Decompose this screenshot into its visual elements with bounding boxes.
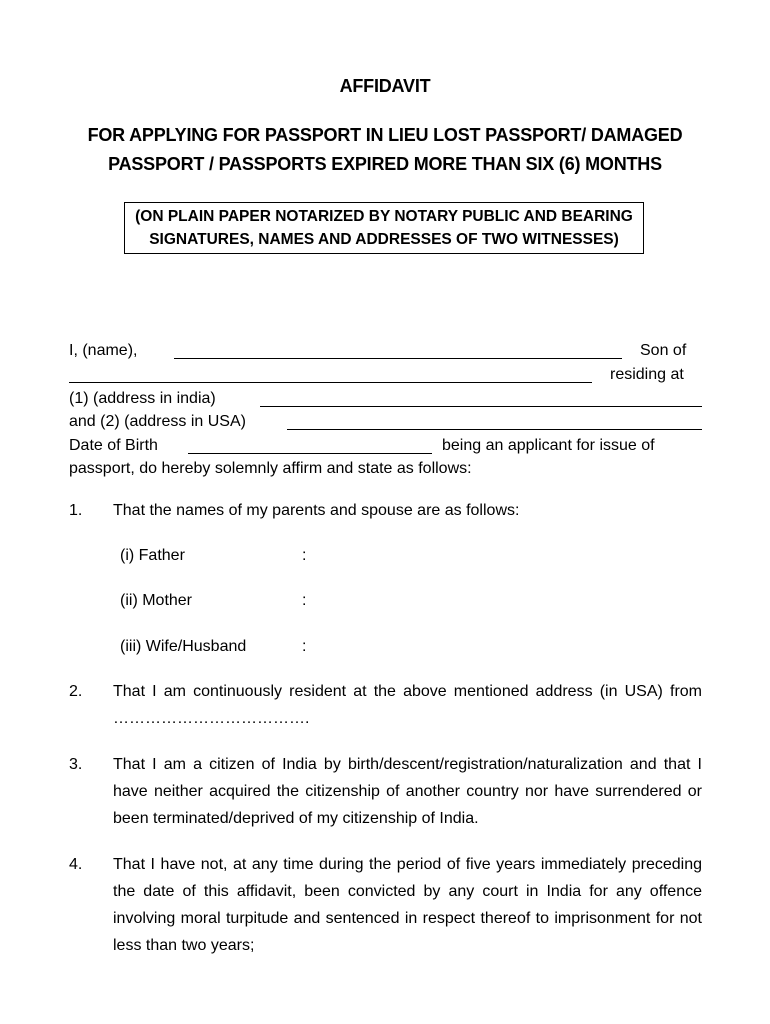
clause-4-number: 4. [69, 856, 83, 873]
document-title: AFFIDAVIT [339, 76, 431, 96]
relation-mother-colon: : [302, 592, 307, 609]
residing-at-label: residing at [610, 366, 684, 383]
relation-father-label: (i) Father [120, 547, 185, 564]
applicant-text: being an applicant for issue of [442, 437, 655, 454]
name-label: I, (name), [69, 342, 138, 359]
subtitle-line-2: PASSPORT / PASSPORTS EXPIRED MORE THAN SIX (6) MONTHS [108, 154, 662, 174]
clause-2-number: 2. [69, 683, 83, 700]
relation-spouse-label: (iii) Wife/Husband [120, 638, 247, 655]
document-subtitle [0, 121, 770, 179]
affirm-text: passport, do hereby solemnly affirm and state as follows: [69, 460, 472, 477]
dob-blank[interactable] [188, 453, 432, 454]
clause-2-text: That I am continuously resident at the above mentioned address (in USA) from ………………………………. [113, 683, 702, 727]
clause-4-text: That I have not, at any time during the period of five years immediately preceding the date of this affidavit, been convicted by any court in India for any offence involving moral turpitude and sentenced in respect thereof to imprisonment for not less than two years; [113, 856, 702, 954]
relation-mother-label: (ii) Mother [120, 592, 193, 609]
subtitle-line-1: FOR APPLYING FOR PASSPORT IN LIEU LOST PASSPORT/ DAMAGED [87, 125, 683, 145]
relation-spouse-colon: : [302, 638, 307, 655]
note-line-1: (ON PLAIN PAPER NOTARIZED BY NOTARY PUBLIC AND BEARING [135, 208, 633, 225]
note-line-2: SIGNATURES, NAMES AND ADDRESSES OF TWO WITNESSES) [149, 231, 619, 248]
father-name-blank[interactable] [69, 382, 592, 383]
address-usa-label: and (2) (address in USA) [69, 413, 246, 430]
dob-label: Date of Birth [69, 437, 158, 454]
notarization-note-box [124, 202, 644, 254]
address-india-blank[interactable] [260, 406, 702, 407]
clause-3-text: That I am a citizen of India by birth/descent/registration/naturalization and that I have neither acquired the citizenship of another country nor have surrendered or been terminated/deprived of my citizenship of India. [113, 756, 702, 827]
clause-1-number: 1. [69, 502, 83, 519]
son-of-label: Son of [640, 342, 687, 359]
address-usa-blank[interactable] [287, 429, 702, 430]
clause-1-text: That the names of my parents and spouse are as follows: [113, 502, 520, 519]
address-india-label: (1) (address in india) [69, 390, 216, 407]
name-blank[interactable] [174, 358, 622, 359]
clause-3-number: 3. [69, 756, 83, 773]
relation-father-colon: : [302, 547, 307, 564]
